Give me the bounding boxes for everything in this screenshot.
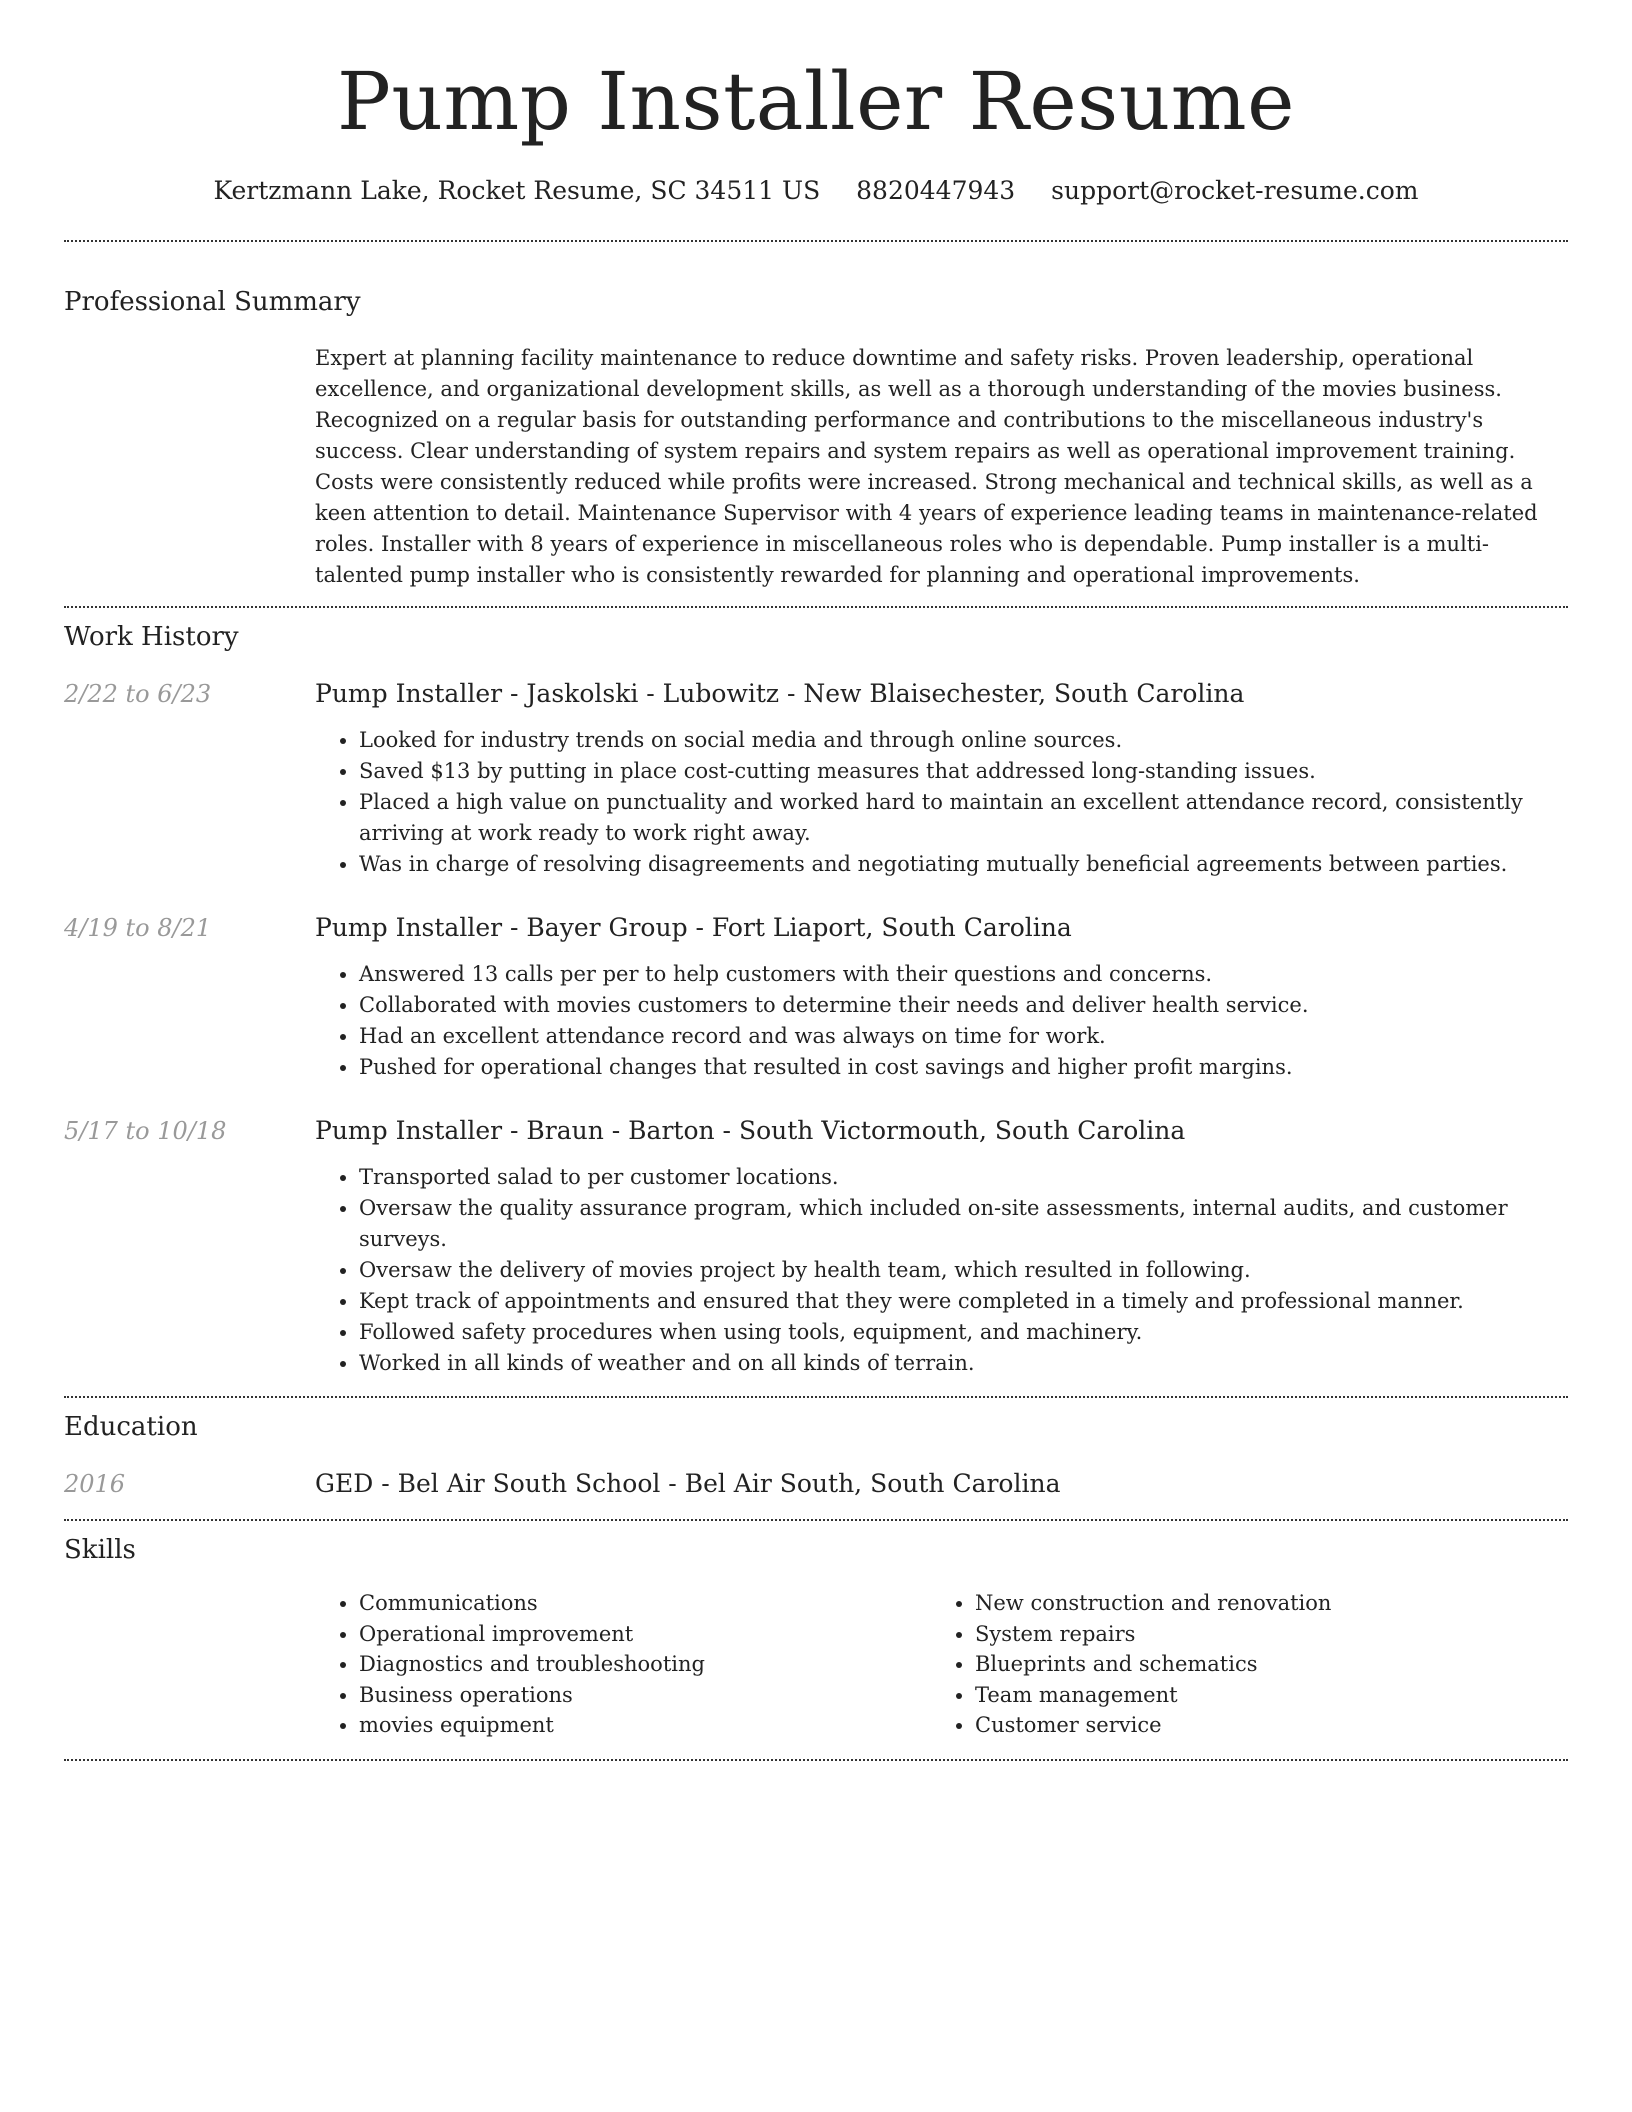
work-history-divider [64,1396,1568,1398]
job-bullets [315,725,1568,880]
job-bullets [315,1162,1568,1379]
job-title: Pump Installer - Braun - Barton - South Victormouth, South Carolina [315,1116,1186,1145]
skills-list-left [315,1588,931,1741]
skill-item: • New construction and renovation [975,1588,1547,1619]
education-section [64,1411,1568,1499]
job-dates: 5/17 to 10/18 [64,1117,227,1145]
job-bullet: • Was in charge of resolving disagreements and negotiating mutually beneficial agreements between parties. [359,849,1568,880]
job-dates: 2/22 to 6/23 [64,680,212,708]
job-bullet: • Pushed for operational changes that resulted in cost savings and higher profit margins. [359,1052,1568,1083]
skills-spacer [64,1588,315,1741]
skill-item: • Customer service [975,1710,1547,1741]
skill-item: • Communications [359,1588,931,1619]
education-heading: Education [64,1412,198,1442]
job-bullet: • Looked for industry trends on social media and through online sources. [359,725,1568,756]
summary-heading: Professional Summary [64,287,361,317]
skills-divider [64,1759,1568,1761]
job-entry [64,913,1568,1083]
header-divider [64,240,1568,242]
skill-item: • Team management [975,1680,1547,1711]
work-history-section [64,621,1568,1379]
job-bullet: • Had an excellent attendance record and was always on time for work. [359,1021,1568,1052]
job-bullet: • Worked in all kinds of weather and on all kinds of terrain. [359,1348,1568,1379]
skills-grid [315,1588,1568,1741]
job-title: Pump Installer - Jaskolski - Lubowitz - New Blaisechester, South Carolina [315,679,1245,708]
contact-address: Kertzmann Lake, Rocket Resume, SC 34511 US [213,176,821,205]
job-bullet: • Saved $13 by putting in place cost-cutting measures that addressed long-standing issues. [359,756,1568,787]
skill-item: • System repairs [975,1619,1547,1650]
job-entry [64,679,1568,880]
skill-item: • Operational improvement [359,1619,931,1650]
summary-divider [64,606,1568,608]
contact-email: support@rocket-resume.com [1051,176,1419,205]
summary-spacer [64,343,315,591]
contact-line [64,176,1568,206]
job-title: Pump Installer - Bayer Group - Fort Liaport, South Carolina [315,913,1072,942]
resume-title: Pump Installer Resume [337,55,1295,148]
skills-heading: Skills [64,1535,136,1565]
job-bullet: • Transported salad to per customer locations. [359,1162,1568,1193]
job-bullet: • Collaborated with movies customers to determine their needs and deliver health service. [359,990,1568,1021]
skills-section [64,1534,1568,1741]
contact-phone: 8820447943 [856,176,1016,205]
work-history-heading: Work History [64,622,239,652]
education-entry: GED - Bel Air South School - Bel Air South, South Carolina [315,1469,1061,1498]
education-divider [64,1519,1568,1521]
skills-list-right [931,1588,1547,1741]
job-dates: 4/19 to 8/21 [64,914,212,942]
job-bullet: • Followed safety procedures when using tools, equipment, and machinery. [359,1317,1568,1348]
job-bullet: • Oversaw the delivery of movies project by health team, which resulted in following. [359,1255,1568,1286]
education-year: 2016 [64,1470,126,1498]
job-bullet: • Oversaw the quality assurance program, which included on-site assessments, internal audits, and customer surveys. [359,1193,1568,1255]
skill-item: • movies equipment [359,1710,931,1741]
summary-section [64,286,1568,591]
job-bullets [315,959,1568,1083]
job-bullet: • Placed a high value on punctuality and worked hard to maintain an excellent attendance record, consistently arriving at work ready to work right away. [359,787,1568,849]
job-bullet: • Answered 13 calls per per to help customers with their questions and concerns. [359,959,1568,990]
skill-item: • Blueprints and schematics [975,1649,1547,1680]
job-entry [64,1116,1568,1379]
summary-text: Expert at planning facility maintenance to reduce downtime and safety risks. Proven leadership, operational excellence, and organizational development skills, as well as a thorough understanding of the movies business. Recognized on a regular basis for outstanding performance and contributions to the miscellaneous industry's success. Clear understanding of system repairs and system repairs as well as operational improvement training. Costs were consistently reduced while profits were increased. Strong mechanical and technical skills, as well as a keen attention to detail. Maintenance Supervisor with 4 years of experience leading teams in maintenance-related roles. Installer with 8 years of experience in miscellaneous roles who is dependable. Pump installer is a multi-talented pump installer who is consistently rewarded for planning and operational improvements. [315,346,1538,587]
job-bullet: • Kept track of appointments and ensured that they were completed in a timely and professional manner. [359,1286,1568,1317]
skill-item: • Business operations [359,1680,931,1711]
skill-item: • Diagnostics and troubleshooting [359,1649,931,1680]
